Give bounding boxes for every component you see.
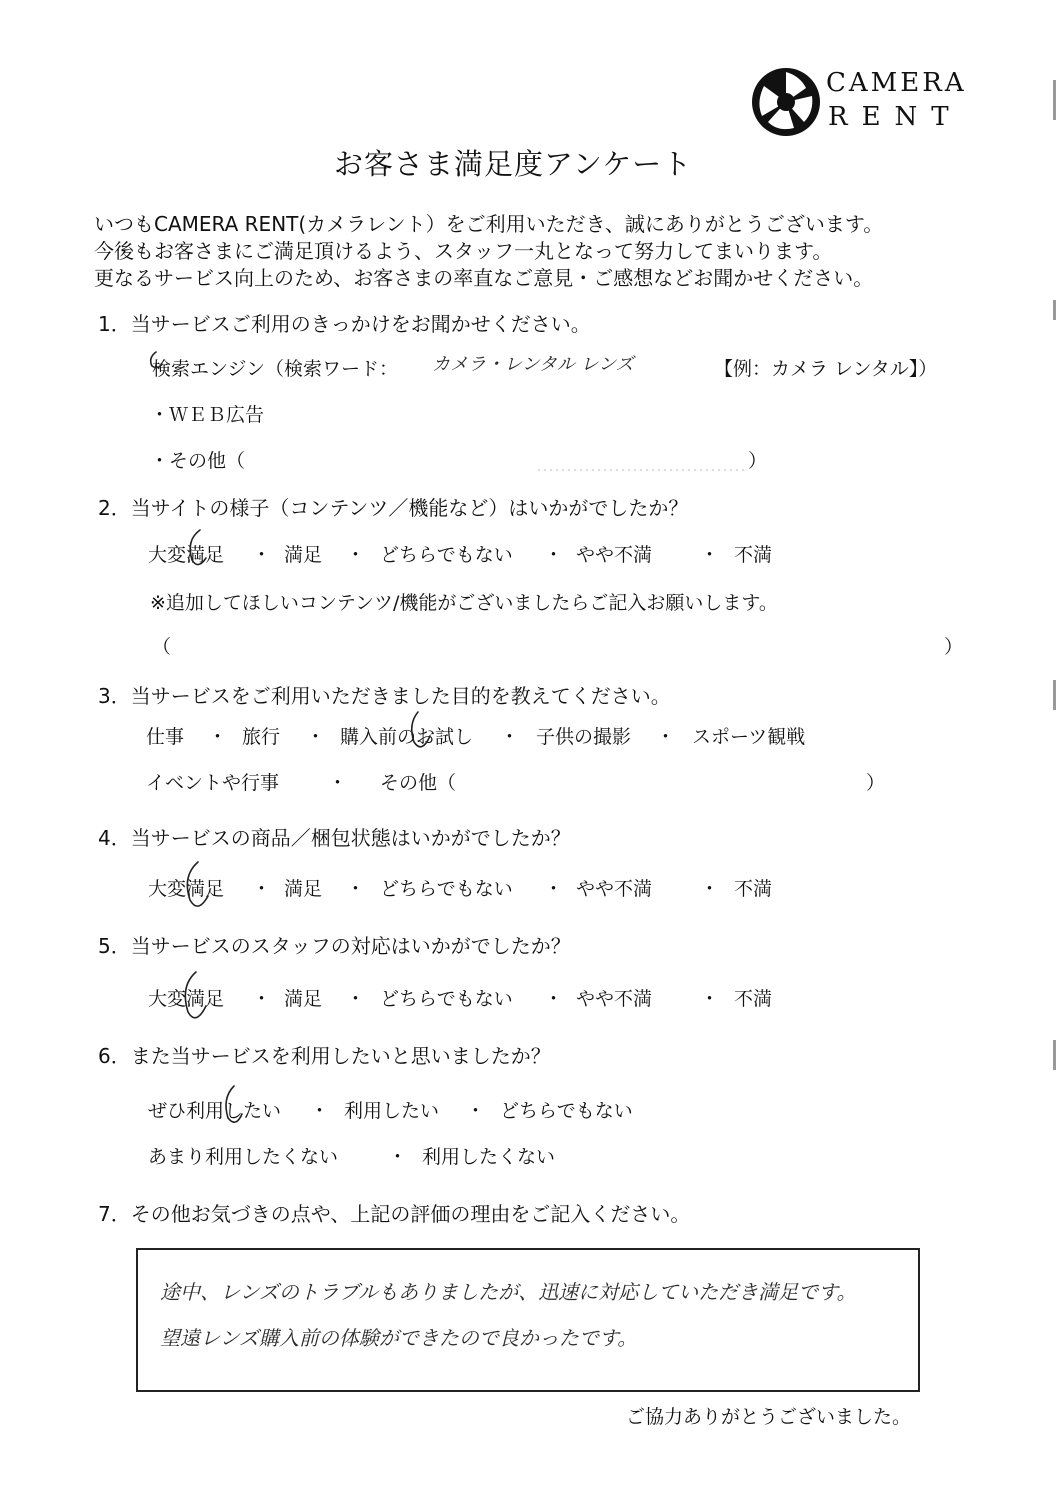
q5-option-neutral[interactable]: どちらでもない	[380, 988, 513, 1010]
q3-separator: ・	[500, 726, 520, 748]
q6-separator: ・	[310, 1100, 330, 1122]
comment-handwritten-line-1: 途中、レンズのトラブルもありましたが、迅速に対応していただき満足です。	[160, 1280, 857, 1304]
q5-separator: ・	[544, 988, 564, 1010]
q6-separator: ・	[388, 1146, 408, 1168]
logo-text-camera: CAMERA	[826, 68, 967, 98]
q3-other-close-paren: ）	[866, 772, 886, 794]
q3-option-travel[interactable]: 旅行	[242, 726, 281, 748]
camera-aperture-logo-icon	[750, 66, 822, 138]
intro-line-1: いつもCAMERA RENT(カメラレント）をご利用いただき、誠にありがとうございます。	[94, 212, 884, 236]
q2-option-neutral[interactable]: どちらでもない	[380, 544, 513, 566]
q4-option-slightly-dissatisfied[interactable]: やや不満	[576, 878, 653, 900]
q5-separator: ・	[346, 988, 366, 1010]
q2-paren-open: （	[152, 636, 172, 658]
q3-option-trial-before-purchase[interactable]: 購入前のお試し	[340, 726, 474, 748]
q6-option-would-not[interactable]: 利用したくない	[422, 1146, 556, 1168]
question-4-label: 4．当サービスの商品／梱包状態はいかがでしたか？	[98, 826, 571, 850]
q6-option-neutral[interactable]: どちらでもない	[500, 1100, 633, 1122]
q2-separator: ・	[252, 544, 272, 566]
q4-option-very-satisfied[interactable]: 大変満足	[148, 878, 225, 900]
q1-other-close-paren: ）	[748, 450, 768, 472]
q1-option-web-ad[interactable]: ・ＷＥＢ広告	[150, 404, 265, 426]
q2-separator: ・	[700, 544, 720, 566]
q1-handwritten-search-words: カメラ・レンタル レンズ	[432, 354, 634, 375]
q5-option-slightly-dissatisfied[interactable]: やや不満	[576, 988, 653, 1010]
q4-option-dissatisfied[interactable]: 不満	[734, 878, 773, 900]
q2-option-dissatisfied[interactable]: 不満	[734, 544, 773, 566]
q6-option-rather-not[interactable]: あまり利用したくない	[148, 1146, 339, 1168]
q5-option-dissatisfied[interactable]: 不満	[734, 988, 773, 1010]
q2-option-very-satisfied[interactable]: 大変満足	[148, 544, 225, 566]
q5-option-very-satisfied[interactable]: 大変満足	[148, 988, 225, 1010]
q4-separator: ・	[544, 878, 564, 900]
q2-separator: ・	[346, 544, 366, 566]
q1-option-other[interactable]: ・その他（	[150, 450, 246, 472]
q5-option-satisfied[interactable]: 満足	[284, 988, 323, 1010]
comment-box[interactable]	[136, 1248, 920, 1392]
intro-line-2: 今後もお客さまにご満足頂けるよう、スタッフ一丸となって努力してまいります。	[94, 239, 833, 263]
comment-handwritten-line-2: 望遠レンズ購入前の体験ができたので良かったです。	[160, 1326, 638, 1350]
q6-separator: ・	[466, 1100, 486, 1122]
q3-option-children-photos[interactable]: 子供の撮影	[536, 726, 632, 748]
page-title: お客さま満足度アンケート	[334, 147, 693, 181]
q4-separator: ・	[346, 878, 366, 900]
q3-option-events[interactable]: イベントや行事	[146, 772, 280, 794]
q6-option-would-use[interactable]: 利用したい	[344, 1100, 440, 1122]
q3-separator: ・	[208, 726, 228, 748]
question-3-label: 3．当サービスをご利用いただきました目的を教えてください。	[98, 684, 671, 708]
question-2-label: 2．当サイトの様子（コンテンツ／機能など）はいかがでしたか？	[98, 496, 689, 520]
q3-option-sports[interactable]: スポーツ観戦	[692, 726, 806, 748]
q2-separator: ・	[544, 544, 564, 566]
scan-edge-mark	[1053, 1040, 1056, 1070]
q1-example-text: 【例：カメラ レンタル】）	[714, 358, 938, 380]
q3-separator: ・	[328, 772, 348, 794]
q2-note: ※追加してほしいコンテンツ/機能がございましたらご記入お願いします。	[150, 592, 778, 614]
q4-option-neutral[interactable]: どちらでもない	[380, 878, 513, 900]
q2-option-satisfied[interactable]: 満足	[284, 544, 323, 566]
question-7-label: 7．その他お気づきの点や、上記の評価の理由をご記入ください。	[98, 1202, 691, 1226]
q6-option-definitely[interactable]: ぜひ利用したい	[148, 1100, 282, 1122]
q4-option-satisfied[interactable]: 満足	[284, 878, 323, 900]
q3-option-other[interactable]: その他（	[380, 772, 457, 794]
scan-edge-mark	[1053, 300, 1056, 320]
question-6-label: 6．また当サービスを利用したいと思いましたか？	[98, 1044, 551, 1068]
closing-thanks: ご協力ありがとうございました。	[626, 1406, 912, 1428]
q4-separator: ・	[700, 878, 720, 900]
q3-separator: ・	[656, 726, 676, 748]
q4-separator: ・	[252, 878, 272, 900]
q3-option-work[interactable]: 仕事	[146, 726, 185, 748]
logo-text-rent: RENT	[828, 102, 963, 132]
q1-option-search-engine[interactable]: 検索エンジン（検索ワード：	[152, 358, 399, 380]
question-1-label: 1．当サービスご利用のきっかけをお聞かせください。	[98, 312, 591, 336]
scan-edge-mark	[1053, 680, 1056, 710]
q3-separator: ・	[306, 726, 326, 748]
q2-option-slightly-dissatisfied[interactable]: やや不満	[576, 544, 653, 566]
scan-edge-mark	[1053, 80, 1056, 120]
q2-paren-close: ）	[944, 636, 964, 658]
q5-separator: ・	[700, 988, 720, 1010]
q5-separator: ・	[252, 988, 272, 1010]
question-5-label: 5．当サービスのスタッフの対応はいかがでしたか？	[98, 934, 571, 958]
intro-line-3: 更なるサービス向上のため、お客さまの率直なご意見・ご感想などお聞かせください。	[94, 266, 874, 290]
